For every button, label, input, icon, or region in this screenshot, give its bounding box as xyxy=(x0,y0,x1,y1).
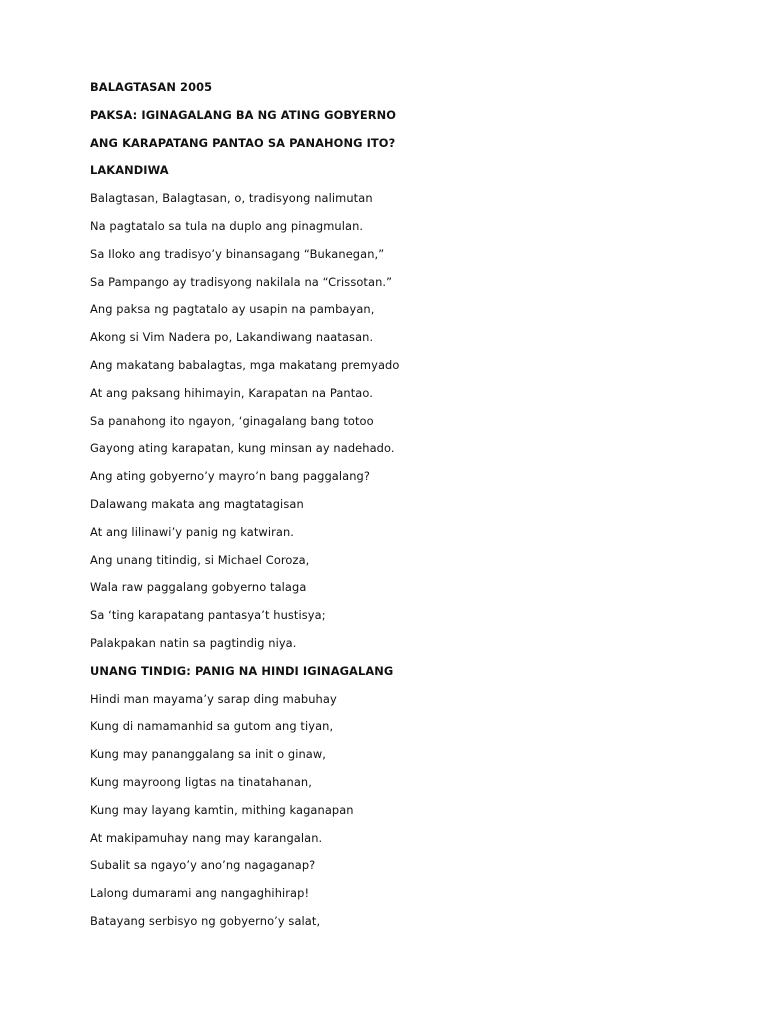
poem-line: At makipamuhay nang may karangalan. xyxy=(90,830,323,845)
poem-line: Kung may pananggalang sa init o ginaw, xyxy=(90,747,327,762)
poem-line: Ang ating gobyerno’y mayro’n bang paggalang? xyxy=(90,469,371,484)
poem-line: Kung mayroong ligtas na tinatahanan, xyxy=(90,774,312,789)
section-heading: ANG KARAPATANG PANTAO SA PANAHONG ITO? xyxy=(90,135,396,150)
poem-line: Balagtasan, Balagtasan, o, tradisyong nalimutan xyxy=(90,191,373,206)
poem-line: Ang unang titindig, si Michael Coroza, xyxy=(90,552,310,567)
section-heading: UNANG TINDIG: PANIG NA HINDI IGINAGALANG xyxy=(90,663,394,678)
poem-line: Sa Pampango ay tradisyong nakilala na “Crissotan.” xyxy=(90,274,393,289)
section-heading: LAKANDIWA xyxy=(90,163,169,178)
poem-line: Hindi man mayama’y sarap ding mabuhay xyxy=(90,691,337,706)
poem-line: At ang lilinawi’y panig ng katwiran. xyxy=(90,524,294,539)
poem-line: Palakpakan natin sa pagtindig niya. xyxy=(90,635,297,650)
poem-line: Batayang serbisyo ng gobyerno’y salat, xyxy=(90,913,321,928)
poem-line: Ang makatang babalagtas, mga makatang premyado xyxy=(90,357,400,372)
poem-line: Subalit sa ngayo’y ano’ng nagaganap? xyxy=(90,858,316,873)
poem-line: Na pagtatalo sa tula na duplo ang pinagmulan. xyxy=(90,218,364,233)
poem-line: Sa ‘ting karapatang pantasya’t hustisya; xyxy=(90,608,326,623)
poem-line: Kung may layang kamtin, mithing kaganapan xyxy=(90,802,354,817)
poem-line: Lalong dumarami ang nangaghihirap! xyxy=(90,886,310,901)
poem-line: Gayong ating karapatan, kung minsan ay nadehado. xyxy=(90,441,395,456)
poem-line: Dalawang makata ang magtatagisan xyxy=(90,496,304,511)
poem-line: Akong si Vim Nadera po, Lakandiwang naatasan. xyxy=(90,330,374,345)
poem-line: Kung di namamanhid sa gutom ang tiyan, xyxy=(90,719,334,734)
poem-line: At ang paksang hihimayin, Karapatan na Pantao. xyxy=(90,385,373,400)
poem-line: Sa panahong ito ngayon, ‘ginagalang bang totoo xyxy=(90,413,374,428)
poem-line: Sa Iloko ang tradisyo’y binansagang “Bukanegan,” xyxy=(90,246,385,261)
poem-line: Wala raw paggalang gobyerno talaga xyxy=(90,580,307,595)
section-heading: BALAGTASAN 2005 xyxy=(90,80,213,94)
section-heading: PAKSA: IGINAGALANG BA NG ATING GOBYERNO xyxy=(90,107,397,122)
poem-line: Ang paksa ng pagtatalo ay usapin na pambayan, xyxy=(90,302,375,317)
poem-text-body xyxy=(90,78,710,940)
